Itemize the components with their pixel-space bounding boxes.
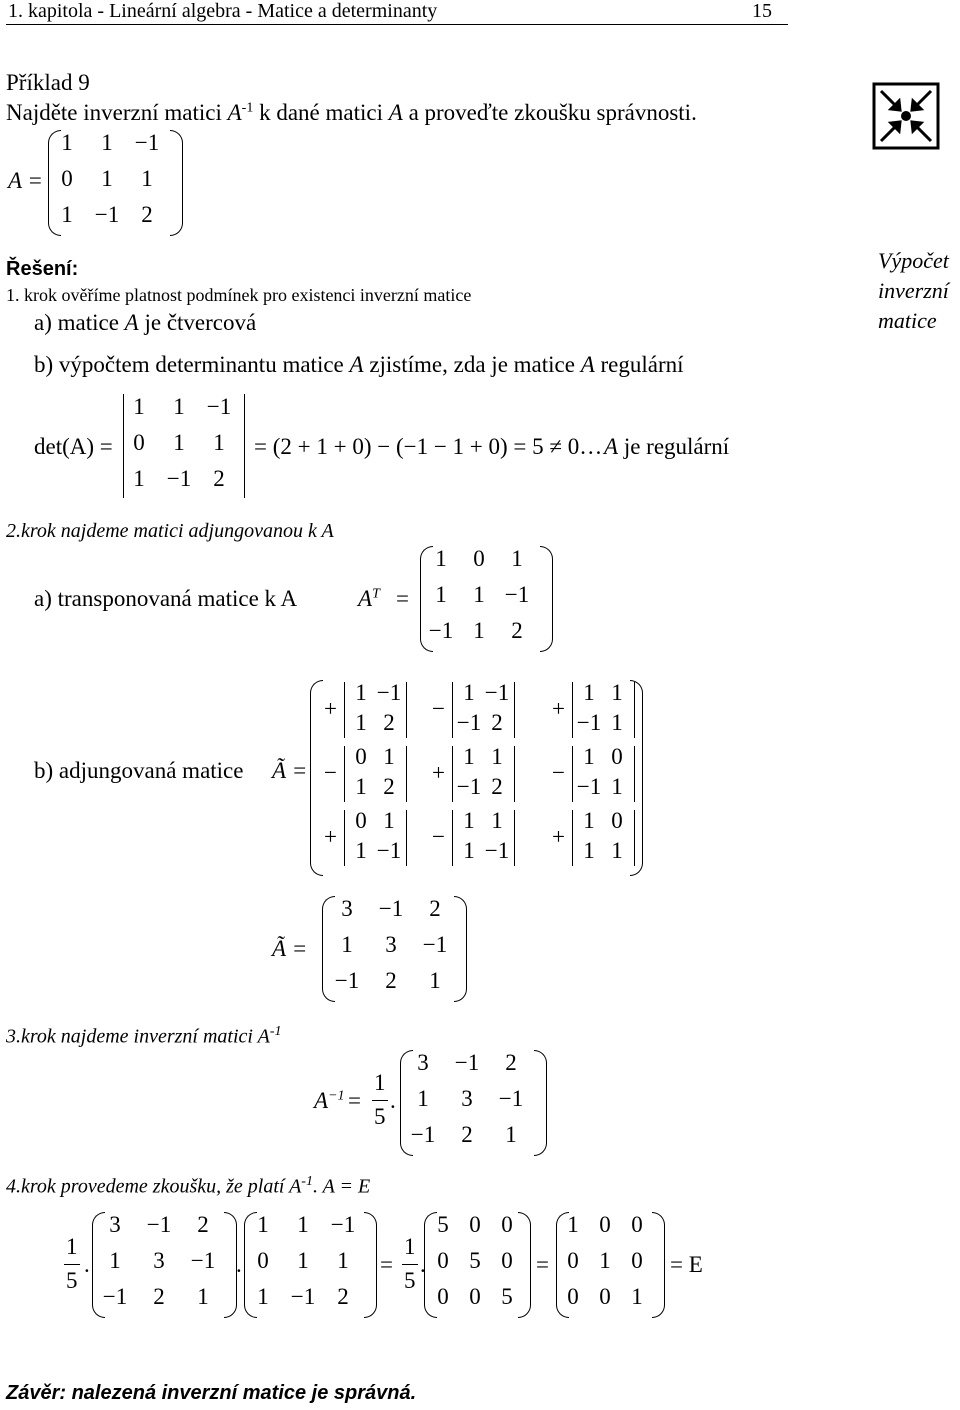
check-frac2-bar (402, 1264, 418, 1265)
cofactor-right-bar (406, 682, 407, 738)
cofactor-cell: 1 (583, 744, 595, 769)
step1a-post: je čtvercová (138, 310, 257, 335)
step3-sup: -1 (269, 1024, 282, 1039)
step1b-mid: zjistíme, zda je matice (363, 352, 581, 377)
cofactor-cell: 1 (611, 680, 623, 705)
matrix-cell: 1 (341, 932, 353, 957)
matrix-cell: −1 (378, 896, 404, 921)
inv-frac-num: 1 (374, 1070, 386, 1095)
matrix-cell: 2 (141, 202, 153, 227)
step1-text: 1. krok ověříme platnost podmínek pro existenci inverzní matice (6, 285, 472, 305)
cofactor-sign: − (432, 824, 445, 849)
matrix-cell: 0 (469, 1212, 481, 1237)
matrix-cell: 2 (197, 1212, 209, 1237)
matrix-cell: 1 (599, 1248, 611, 1273)
cofactor-cell: 1 (583, 838, 595, 863)
cofactor-cell: 1 (383, 808, 395, 833)
matrix-cell: 0 (133, 430, 145, 455)
matrix-cell: 1 (429, 968, 441, 993)
cofactor-cell: −1 (376, 838, 402, 863)
cofactor-cell: 0 (355, 744, 367, 769)
page-number: 15 (752, 0, 772, 22)
step4-end: . A = E (312, 1175, 371, 1198)
check-eq2: = (536, 1252, 549, 1277)
cofactor-cell: −1 (456, 710, 482, 735)
task-text-c: a proveďte zkoušku správnosti. (402, 100, 697, 125)
cofactor-cell: 1 (463, 838, 475, 863)
cofactor-cell: 1 (463, 808, 475, 833)
cofactor-cell: 1 (463, 680, 475, 705)
matrix-cell: 1 (511, 546, 523, 571)
cofactor-cell: 1 (355, 680, 367, 705)
AT-eq: = (396, 586, 409, 611)
matrix-cell: 0 (501, 1248, 513, 1273)
matrix-cell: 0 (257, 1248, 269, 1273)
cofactor-cell: 1 (611, 774, 623, 799)
matrix-cell: 1 (435, 546, 447, 571)
adj-left-paren (310, 680, 323, 876)
matrix-cell: −1 (504, 582, 530, 607)
det-calc: = (2 + 1 + 0) − (−1 − 1 + 0) = 5 ≠ 0… (254, 434, 603, 459)
matrix-cell: 0 (501, 1212, 513, 1237)
step1a-text (34, 310, 256, 336)
matrix-cell: −1 (422, 932, 448, 957)
step4-sup: -1 (301, 1174, 313, 1189)
matrix-cell: 0 (599, 1212, 611, 1237)
cofactor-right-bar (634, 810, 635, 866)
header-rule (6, 24, 788, 25)
matrix-cell: 1 (133, 394, 145, 419)
check-end-text: = E (670, 1252, 703, 1277)
cofactor-sign: + (552, 696, 565, 721)
check-eq1: = (380, 1252, 393, 1277)
matrix-cell: 0 (61, 166, 73, 191)
matrix-cell: 3 (461, 1086, 473, 1111)
check-dot3: . (420, 1252, 426, 1277)
cofactor-right-bar (406, 746, 407, 802)
cofactor-right-bar (514, 746, 515, 802)
cofactor-cell: 0 (611, 744, 623, 769)
matrix-cell: 2 (385, 968, 397, 993)
AT-label (358, 586, 380, 612)
matrix-cell: −1 (94, 202, 120, 227)
matrix-cell: 1 (213, 430, 225, 455)
example-heading: Příklad 9 (6, 70, 90, 95)
step4-text (6, 1174, 370, 1199)
cofactor-cell: 1 (355, 838, 367, 863)
matrix-cell: −1 (454, 1050, 480, 1075)
matrix-cell: 2 (461, 1122, 473, 1147)
matrix-cell: −1 (334, 968, 360, 993)
matrix-cell: −1 (428, 618, 454, 643)
step1b-A2: A (580, 352, 595, 377)
cofactor-cell: −1 (576, 710, 602, 735)
matrix-cell: 0 (437, 1284, 449, 1309)
matrix-cell: 2 (429, 896, 441, 921)
check-frac-bar (64, 1264, 80, 1265)
matrix-cell: 1 (631, 1284, 643, 1309)
matrix-cell: −1 (102, 1284, 128, 1309)
check-frac2-den: 5 (404, 1268, 416, 1293)
matrix-cell: 0 (631, 1212, 643, 1237)
inv-right-paren (534, 1050, 547, 1156)
matrix-cell: 0 (469, 1284, 481, 1309)
page-header-title: 1. kapitola - Lineární algebra - Matice a determinanty (8, 0, 438, 22)
cofactor-right-bar (634, 682, 635, 738)
step2-text: 2.krok najdeme matici adjungovanou k A (6, 520, 334, 542)
inv-base: A (314, 1088, 329, 1113)
arrows-inward-target-icon (872, 82, 940, 150)
step4-main: 4.krok provedeme zkoušku, že platí A (6, 1175, 302, 1198)
AT-sup: T (372, 586, 380, 602)
matrix-cell: 1 (101, 130, 113, 155)
step1a-pre: a) matice (34, 310, 125, 335)
matrix-cell: 1 (197, 1284, 209, 1309)
cofactor-cell: 2 (383, 710, 395, 735)
step1b-pre: b) výpočtem determinantu matice (34, 352, 350, 377)
cofactor-cell: 0 (355, 808, 367, 833)
check-m4-right-paren (652, 1212, 665, 1318)
cofactor-right-bar (514, 682, 515, 738)
matrix-cell: 5 (437, 1212, 449, 1237)
cofactor-cell: 2 (491, 710, 503, 735)
matrix-cell: 1 (257, 1284, 269, 1309)
inv-frac-bar (372, 1100, 388, 1101)
matrix-cell: 0 (567, 1284, 579, 1309)
step1b-text (34, 352, 684, 378)
matrix-cell: 1 (417, 1086, 429, 1111)
cofactor-cell: 1 (491, 744, 503, 769)
matrix-cell: 1 (61, 130, 73, 155)
matrix-cell: 3 (385, 932, 397, 957)
matrix-cell: 1 (141, 166, 153, 191)
matrix-cell: 1 (505, 1122, 517, 1147)
matrix-cell: −1 (410, 1122, 436, 1147)
det-conclusion-A: A (604, 434, 619, 459)
cofactor-cell: 1 (611, 710, 623, 735)
AT-base: A (358, 586, 373, 611)
det-conclusion (604, 434, 729, 460)
matrix-cell: −1 (206, 394, 232, 419)
matrix-cell: 1 (61, 202, 73, 227)
step1b-post: regulární (594, 352, 684, 377)
task-A2: A (388, 100, 403, 125)
check-end (670, 1252, 703, 1278)
matrix-cell: −1 (290, 1284, 316, 1309)
matrix-cell: 5 (469, 1248, 481, 1273)
cofactor-sign: − (324, 760, 337, 785)
cofactor-cell: 0 (611, 808, 623, 833)
cofactor-cell: 1 (611, 838, 623, 863)
task-exp: -1 (241, 100, 254, 116)
step2a-text: a) transponovaná matice k A (34, 586, 298, 611)
matrix-cell: 5 (501, 1284, 513, 1309)
check-dot1: . (84, 1252, 90, 1277)
matrix-cell: 1 (109, 1248, 121, 1273)
cofactor-sign: + (552, 824, 565, 849)
cofactor-cell: 1 (383, 744, 395, 769)
inv-label (314, 1088, 345, 1114)
check-dot2: . (236, 1252, 242, 1277)
cofactor-cell: 2 (491, 774, 503, 799)
matrix-cell: 2 (337, 1284, 349, 1309)
matrix-cell: −1 (146, 1212, 172, 1237)
cofactor-sign: + (432, 760, 445, 785)
matrix-cell: 1 (257, 1212, 269, 1237)
task-text-a: Najděte inverzní matici (6, 100, 228, 125)
det-label: det(A) = (34, 434, 113, 459)
check-frac2-num: 1 (404, 1234, 416, 1259)
matrix-cell: 3 (153, 1248, 165, 1273)
matrix-cell: 1 (567, 1212, 579, 1237)
matrix-cell: 0 (631, 1248, 643, 1273)
cofactor-cell: 1 (491, 808, 503, 833)
matrix-cell: 1 (101, 166, 113, 191)
matrix-cell: 1 (473, 582, 485, 607)
matrix-cell: 1 (133, 466, 145, 491)
matrix-A-label: A = (8, 168, 43, 193)
conclusion: Závěr: nalezená inverzní matice je správná. (6, 1382, 417, 1404)
cofactor-cell: −1 (376, 680, 402, 705)
matrix-cell: −1 (166, 466, 192, 491)
inv-dot: . (390, 1088, 396, 1113)
sidebar-note-line1: Výpočet (878, 248, 949, 273)
matrix-cell: 3 (341, 896, 353, 921)
matrix-cell: 2 (505, 1050, 517, 1075)
task-A: A (227, 100, 242, 125)
matrix-cell: 2 (511, 618, 523, 643)
matrix-cell: 0 (567, 1248, 579, 1273)
inv-sup: −1 (328, 1088, 345, 1104)
check-m2-right-paren (364, 1212, 377, 1318)
cofactor-sign: + (324, 824, 337, 849)
matrix-cell: −1 (134, 130, 160, 155)
matrix-cell: 3 (109, 1212, 121, 1237)
matrix-cell: 2 (213, 466, 225, 491)
step1a-A: A (124, 310, 139, 335)
sidebar-note (878, 246, 949, 336)
matrix-cell: −1 (498, 1086, 524, 1111)
step1b-A: A (349, 352, 364, 377)
inv-frac-den: 5 (374, 1104, 386, 1129)
matrix-cell: 1 (173, 430, 185, 455)
matrix-cell: 0 (599, 1284, 611, 1309)
sidebar-note-line3: matice (878, 308, 937, 333)
det-conclusion-text: je regulární (618, 434, 730, 459)
task-text-b: k dané matici (253, 100, 389, 125)
cofactor-sign: − (552, 760, 565, 785)
cofactor-cell: −1 (484, 680, 510, 705)
matrix-cell: 0 (473, 546, 485, 571)
adj-result-label: Ã = (272, 936, 308, 961)
matrix-cell: 1 (473, 618, 485, 643)
check-frac-den: 5 (66, 1268, 78, 1293)
matrix-cell: 1 (297, 1248, 309, 1273)
matrix-A-right-paren (170, 130, 183, 236)
adj-result-right-paren (454, 896, 467, 1002)
matrix-cell: 1 (337, 1248, 349, 1273)
cofactor-cell: 1 (583, 808, 595, 833)
cofactor-cell: −1 (484, 838, 510, 863)
cofactor-cell: −1 (576, 774, 602, 799)
matrix-cell: 2 (153, 1284, 165, 1309)
cofactor-sign: + (324, 696, 337, 721)
matrix-cell: 1 (173, 394, 185, 419)
cofactor-cell: 1 (355, 710, 367, 735)
step2b-text: b) adjungovaná matice (34, 758, 244, 783)
det-right-bar (244, 394, 245, 498)
matrix-cell: 3 (417, 1050, 429, 1075)
solution-heading: Řešení: (6, 258, 79, 280)
cofactor-right-bar (406, 810, 407, 866)
example-task (6, 100, 697, 126)
AT-right-paren (540, 546, 553, 652)
check-frac-num: 1 (66, 1234, 78, 1259)
adj-label: Ã = (272, 758, 308, 783)
cofactor-cell: −1 (456, 774, 482, 799)
step3-text (6, 1024, 282, 1049)
matrix-cell: 0 (437, 1248, 449, 1273)
sidebar-note-line2: inverzní (878, 278, 949, 303)
cofactor-cell: 1 (463, 744, 475, 769)
step3-main: 3.krok najdeme inverzní matici A (6, 1025, 270, 1048)
matrix-cell: 1 (297, 1212, 309, 1237)
inv-eq: = (348, 1088, 361, 1113)
matrix-cell: −1 (330, 1212, 356, 1237)
cofactor-cell: 1 (355, 774, 367, 799)
cofactor-cell: 2 (383, 774, 395, 799)
cofactor-cell: 1 (583, 680, 595, 705)
cofactor-sign: − (432, 696, 445, 721)
matrix-cell: 1 (435, 582, 447, 607)
cofactor-right-bar (514, 810, 515, 866)
cofactor-right-bar (634, 746, 635, 802)
matrix-cell: −1 (190, 1248, 216, 1273)
